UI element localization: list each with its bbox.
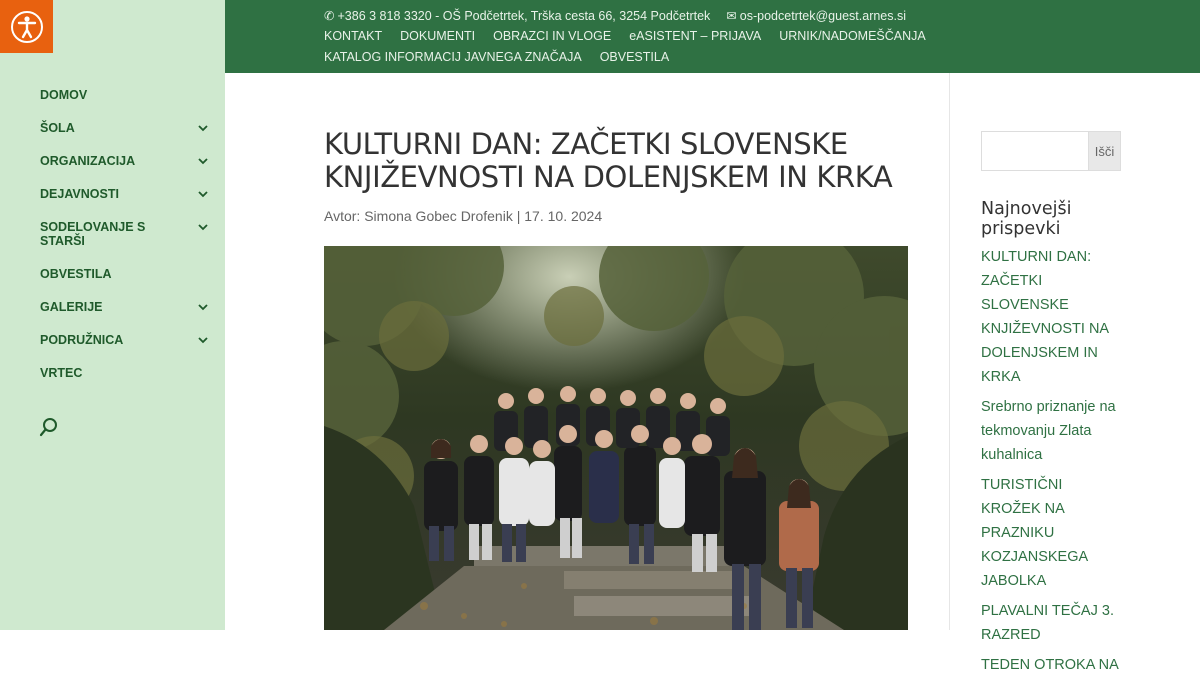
top-link-obvestila[interactable]: OBVESTILA [599, 50, 670, 64]
sidebar-search [981, 131, 1121, 171]
chevron-down-icon[interactable] [196, 121, 210, 135]
top-link-easistent-prijava[interactable]: eASISTENT – PRIJAVA [629, 29, 762, 43]
post-title: KULTURNI DAN: ZAČETKI SLOVENSKE KNJIŽEVNOSTI NA DOLENJSKEM IN KRKA [324, 127, 893, 194]
nav-item-label: GALERIJE [40, 300, 103, 314]
left-sidebar [0, 0, 225, 630]
nav-item-label: ŠOLA [40, 121, 75, 135]
chevron-down-icon[interactable] [196, 300, 210, 314]
top-link-kontakt[interactable]: KONTAKT [324, 29, 383, 43]
recent-posts-list [981, 245, 1121, 677]
accessibility-button[interactable] [0, 0, 53, 53]
search-icon[interactable] [38, 416, 60, 438]
top-links-row-1 [324, 29, 926, 43]
post-meta [324, 208, 924, 224]
recent-post-link[interactable]: Srebrno priznanje na tekmovanju Zlata kuhalnica [981, 399, 1116, 463]
nav-item-label: VRTEC [40, 366, 83, 380]
top-link-urnik-nadomescanja[interactable]: URNIK/NADOMEŠČANJA [779, 29, 926, 43]
nav-item-galerije[interactable] [40, 300, 210, 314]
recent-post-link[interactable]: TURISTIČNI KROŽEK NA PRAZNIKU KOZJANSKEGA JABOLKA [981, 477, 1088, 589]
top-link-obrazci-in-vloge[interactable]: OBRAZCI IN VLOGE [493, 29, 612, 43]
post-content [324, 128, 924, 224]
phone-info[interactable] [324, 8, 710, 23]
phone-text: +386 3 818 3320 - OŠ Podčetrtek, Trška cesta 66, 3254 Podčetrtek [337, 9, 711, 23]
featured-image [324, 246, 908, 630]
nav-item-label: ORGANIZACIJA [40, 154, 136, 168]
envelope-icon: ✉ [726, 9, 737, 23]
phone-icon: ✆ [324, 9, 335, 23]
recent-post-link[interactable]: PLAVALNI TEČAJ 3. RAZRED [981, 603, 1114, 643]
search-input[interactable] [981, 131, 1088, 171]
contact-info [324, 8, 906, 23]
nav-item-label: SODELOVANJE S STARŠI [40, 220, 146, 248]
nav-item-label: DEJAVNOSTI [40, 187, 119, 201]
search-button[interactable]: Išči [1088, 131, 1121, 171]
right-sidebar [981, 131, 1121, 683]
recent-posts-title: Najnovejši prispevki [981, 199, 1072, 239]
email-info[interactable] [726, 8, 906, 23]
top-link-katalog-informacij[interactable]: KATALOG INFORMACIJ JAVNEGA ZNAČAJA [324, 50, 582, 64]
recent-post-link[interactable]: TEDEN OTROKA NA [981, 657, 1119, 673]
author-link[interactable]: Simona Gobec Drofenik [364, 208, 513, 224]
top-links-row-2 [324, 50, 669, 64]
meta-separator: | [516, 208, 521, 224]
group-photo [324, 246, 908, 630]
email-text: os-podcetrtek@guest.arnes.si [739, 9, 907, 23]
recent-post-link[interactable]: KULTURNI DAN: ZAČETKI SLOVENSKE KNJIŽEVNOSTI NA DOLENJSKEM IN KRKA [981, 249, 1109, 385]
top-bar [225, 0, 1200, 73]
main-navigation [40, 88, 210, 399]
chevron-down-icon[interactable] [196, 154, 210, 168]
nav-item-podruznica[interactable] [40, 333, 210, 347]
column-divider [949, 73, 950, 630]
nav-item-sola[interactable] [40, 121, 210, 135]
nav-item-label: OBVESTILA [40, 267, 112, 281]
post-date: 17. 10. 2024 [524, 208, 603, 224]
nav-item-vrtec[interactable] [40, 366, 210, 380]
nav-item-sodelovanje-s-starsi[interactable] [40, 220, 210, 248]
chevron-down-icon[interactable] [196, 187, 210, 201]
chevron-down-icon[interactable] [196, 220, 210, 234]
nav-item-organizacija[interactable] [40, 154, 210, 168]
author-prefix: Avtor: [324, 208, 361, 224]
nav-item-obvestila[interactable] [40, 267, 210, 281]
accessibility-icon [10, 10, 44, 44]
nav-item-dejavnosti[interactable] [40, 187, 210, 201]
nav-item-domov[interactable] [40, 88, 210, 102]
top-link-dokumenti[interactable]: DOKUMENTI [400, 29, 476, 43]
chevron-down-icon[interactable] [196, 333, 210, 347]
nav-item-label: DOMOV [40, 88, 88, 102]
nav-item-label: PODRUŽNICA [40, 333, 124, 347]
